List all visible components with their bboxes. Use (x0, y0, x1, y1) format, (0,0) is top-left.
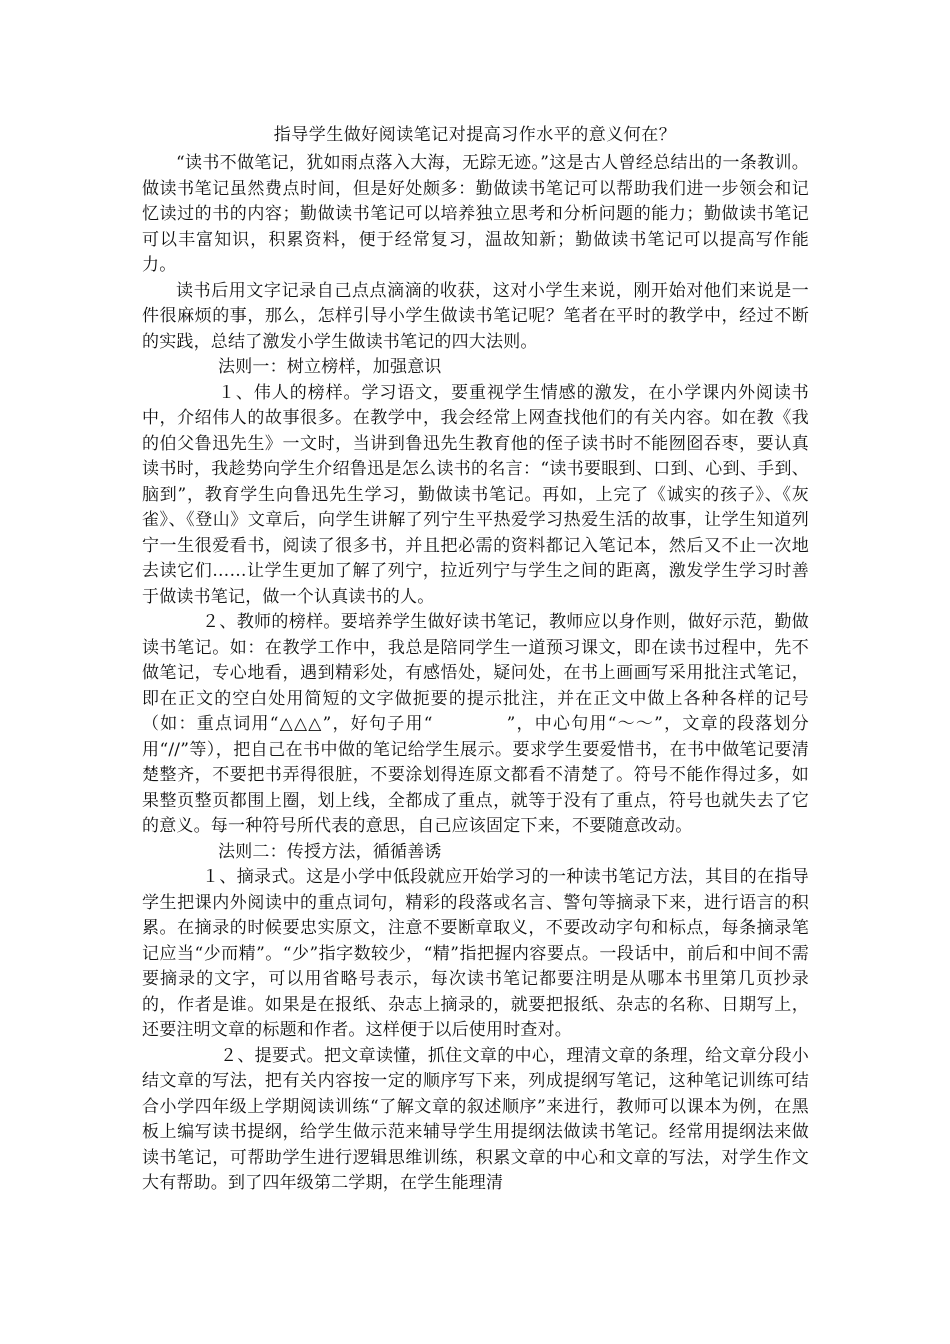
paragraph-excerpt-method: １、摘录式。这是小学中低段就应开始学习的一种读书笔记方法，其目的在指导学生把课内外阅读中的重点词句，精彩的段落或名言、警句等摘录下来，进行语言的积累。在摘录的时候要忠实原文，注意不要断章取义，不要改动字句和标点，每条摘录笔记应当“少而精”。“少”指字数较少，“精”指把握内容要点。一段话中，前后和中间不需要摘录的文字，可以用省略号表示，每次读书笔记都要注明是从哪本书里第几页抄录的，作者是谁。如果是在报纸、杂志上摘录的，就要把报纸、杂志的名称、日期写上，还要注明文章的标题和作者。这样便于以后使用时查对。 (142, 867, 809, 1040)
paragraph-intro: “读书不做笔记，犹如雨点落入大海，无踪无迹。”这是古人曾经总结出的一条教训。做读书笔记虽然费点时间，但是好处颇多：勤做读书笔记可以帮助我们进一步领会和记忆读过的书的内容；勤做读书笔记可以培养独立思考和分析问题的能力；勤做读书笔记可以丰富知识，积累资料，便于经常复习，温故知新；勤做读书笔记可以提高写作能力。 (142, 153, 809, 275)
document-title: 指导学生做好阅读笔记对提高习作水平的意义何在？ (273, 125, 677, 145)
section-heading-rule-1: 法则一：树立榜样，加强意识 (218, 357, 442, 377)
section-heading-rule-2: 法则二：传授方法，循循善诱 (218, 841, 442, 862)
paragraph-teacher-example: ２、教师的榜样。要培养学生做好读书笔记，教师应以身作则，做好示范，勤做读书笔记。如：在教学工作中，我总是陪同学生一道预习课文，即在读书过程中，先不做笔记，专心地看，遇到精彩处，有感悟处，疑问处，在书上画画写采用批注式笔记，即在正文的空白处用简短的文字做扼要的提示批注，并在正文中做上各种各样的记号（如：重点词用“△△△”，好句子用“ ”，中心句用“～～”，文章的段落划分用“//”等），把自己在书中做的笔记给学生展示。要求学生要爱惜书，在书中做笔记要清楚整齐，不要把书弄得很脏，不要涂划得连原文都看不清楚了。符号不能作得过多，如果整页整页都围上圈，划上线，全都成了重点，就等于没有了重点，符号也就失去了它的意义。每一种符号所代表的意思，自己应该固定下来，不要随意改动。 (142, 612, 809, 836)
paragraph-great-people-example: １、伟人的榜样。学习语文，要重视学生情感的激发，在小学课内外阅读书中，介绍伟人的故事很多。在教学中，我会经常上网查找他们的有关内容。如在教《我的伯父鲁迅先生》一文时，当讲到鲁迅先生教育他的侄子读书时不能囫囵吞枣，要认真读书时，我趁势向学生介绍鲁迅是怎么读书的名言：“读书要眼到、口到、心到、手到、脑到”，教育学生向鲁迅先生学习，勤做读书笔记。再如，上完了《诚实的孩子》、《灰雀》、《登山》文章后，向学生讲解了列宁生平热爱学习热爱生活的故事，让学生知道列宁一生很爱看书，阅读了很多书，并且把必需的资料都记入笔记本，然后又不止一次地去读它们……让学生更加了解了列宁，拉近列宁与学生之间的距离，激发学生学习时善于做读书笔记，做一个认真读书的人。 (142, 382, 809, 607)
paragraph-outline-method: ２、提要式。把文章读懂，抓住文章的中心，理清文章的条理，给文章分段小结文章的写法，把有关内容按一定的顺序写下来，列成提纲写笔记，这种笔记训练可结合小学四年级上学期阅读训练“了解文章的叙述顺序”来进行，教师可以课本为例，在黑板上编写读书提纲，给学生做示范来辅导学生用提纲法做读书笔记。经常用提纲法来做读书笔记，可帮助学生进行逻辑思维训练，积累文章的中心和文章的写法，对学生作文大有帮助。到了四年级第二学期，在学生能理清 (142, 1045, 809, 1193)
document-body (142, 151, 809, 1197)
paragraph-context: 读书后用文字记录自己点点滴滴的收获，这对小学生来说，刚开始对他们来说是一件很麻烦的事，那么，怎样引导小学生做读书笔记呢？笔者在平时的教学中，经过不断的实践，总结了激发小学生做读书笔记的四大法则。 (142, 280, 809, 352)
